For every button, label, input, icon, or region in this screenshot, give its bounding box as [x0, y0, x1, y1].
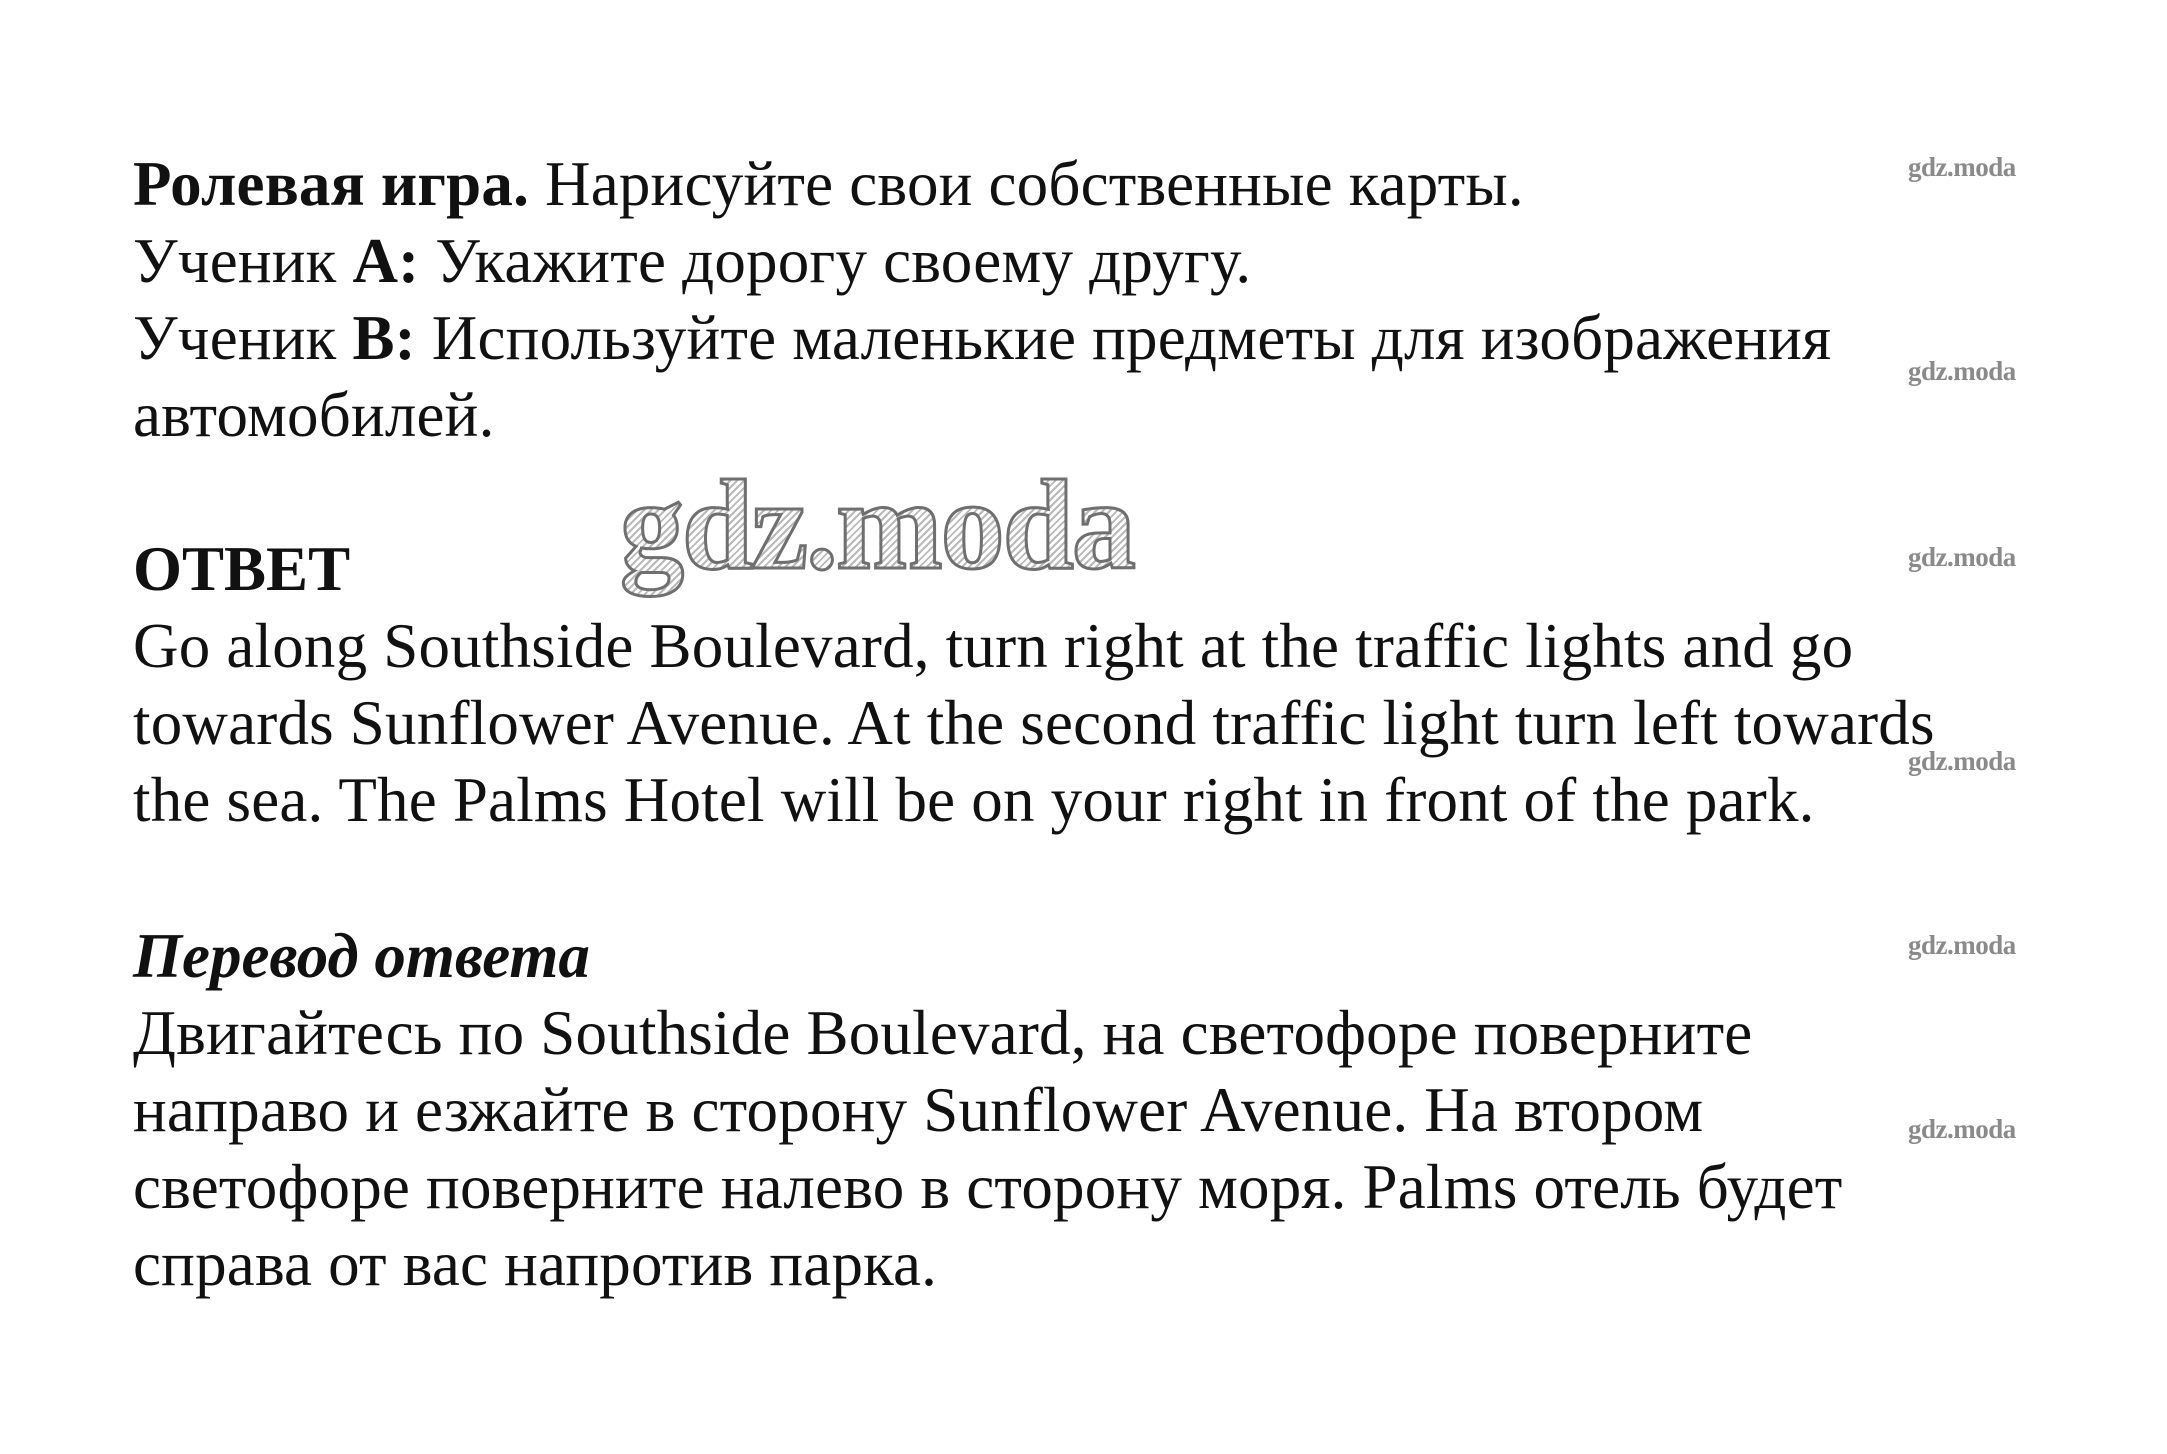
watermark-small: gdz.moda [1908, 1114, 2016, 1144]
student-a-prefix: Ученик [133, 226, 353, 296]
translation-line: справа от вас напротив парка. [133, 1229, 938, 1299]
watermark-small: gdz.moda [1908, 542, 2016, 572]
answer-line: towards Sunflower Avenue. At the second traffic light turn left towards [133, 688, 1935, 758]
watermark-small: gdz.moda [1908, 930, 2016, 960]
answer-line: Go along Southside Boulevard, turn right at the traffic lights and go [133, 611, 1854, 681]
translation-line: направо и езжайте в сторону Sunflower Avenue. На втором [133, 1075, 1704, 1145]
watermark-small: gdz.moda [1908, 152, 2016, 182]
task-line-student-a [133, 222, 1251, 300]
translation-line: Двигайтесь по Southside Boulevard, на светофоре поверните [133, 998, 1753, 1068]
watermark-large: gdz.moda [620, 454, 1134, 596]
answer-line: the sea. The Palms Hotel will be on your right in front of the park. [133, 765, 1815, 835]
task-line-1 [133, 145, 1524, 223]
student-a-label: А: [352, 226, 420, 296]
watermark-small: gdz.moda [1908, 746, 2016, 776]
student-b-prefix: Ученик [133, 303, 353, 373]
translation-heading: Перевод ответа [133, 921, 590, 991]
student-b-label: В: [352, 303, 416, 373]
task-lead-text: Нарисуйте свои собственные карты. [529, 149, 1524, 219]
task-lead-bold: Ролевая игра. [133, 149, 530, 219]
student-a-text: Укажите дорогу своему другу. [419, 226, 1252, 296]
watermark-small: gdz.moda [1908, 356, 2016, 386]
translation-line: светофоре поверните налево в сторону моря. Palms отель будет [133, 1152, 1843, 1222]
task-line-student-b-cont: автомобилей. [133, 380, 495, 450]
answer-heading: ОТВЕТ [133, 534, 351, 604]
student-b-text: Используйте маленькие предметы для изображения [415, 303, 1832, 373]
task-line-student-b [133, 299, 1831, 377]
